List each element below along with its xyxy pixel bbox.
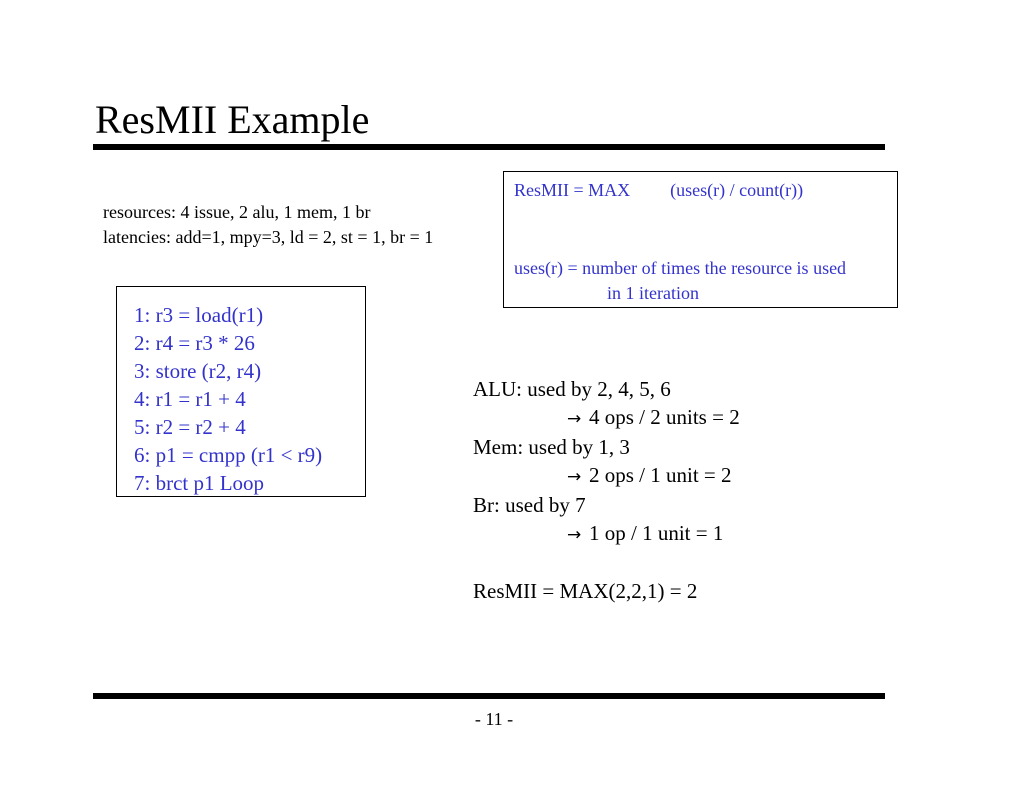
code-line: 7: brct p1 Loop	[134, 471, 265, 495]
alu-result: 4 ops / 2 units = 2	[589, 405, 740, 429]
code-line: 1: r3 = load(r1)	[134, 303, 264, 327]
resource-analysis	[473, 375, 740, 605]
bottom-divider	[93, 693, 885, 699]
uses-definition-continued: in 1 iteration	[607, 283, 699, 303]
arrow-right-icon: →	[567, 525, 582, 545]
alu-usage: ALU: used by 2, 4, 5, 6	[473, 377, 671, 401]
formula-max-label: ResMII = MAX	[514, 180, 631, 200]
code-line: 6: p1 = cmpp (r1 < r9)	[134, 443, 323, 467]
spacer	[473, 549, 740, 577]
alu-result-row	[473, 403, 740, 433]
latencies-line: latencies: add=1, mpy=3, ld = 2, st = 1, br = 1	[103, 227, 434, 247]
br-usage: Br: used by 7	[473, 493, 586, 517]
code-line: 3: store (r2, r4)	[134, 359, 262, 383]
resmii-result: ResMII = MAX(2,2,1) = 2	[473, 579, 698, 603]
uses-definition: uses(r) = number of times the resource is used	[514, 258, 847, 278]
br-result-row	[473, 519, 740, 549]
formula-ratio-label: (uses(r) / count(r))	[670, 180, 804, 200]
code-line: 5: r2 = r2 + 4	[134, 415, 246, 439]
arrow-right-icon: →	[567, 409, 582, 429]
page-number: - 11 -	[474, 709, 514, 729]
resources-line: resources: 4 issue, 2 alu, 1 mem, 1 br	[103, 202, 371, 222]
br-result: 1 op / 1 unit = 1	[589, 521, 724, 545]
formula-definition	[514, 178, 803, 203]
mem-result-row	[473, 461, 740, 491]
top-divider	[93, 144, 885, 150]
code-line: 2: r4 = r3 * 26	[134, 331, 255, 355]
slide-title: ResMII Example	[95, 97, 370, 142]
code-line: 4: r1 = r1 + 4	[134, 387, 246, 411]
code-listing-box	[116, 286, 366, 497]
arrow-right-icon: →	[567, 467, 582, 487]
mem-result: 2 ops / 1 unit = 2	[589, 463, 732, 487]
formula-box	[503, 171, 898, 308]
resource-description	[103, 200, 433, 250]
mem-usage: Mem: used by 1, 3	[473, 435, 630, 459]
